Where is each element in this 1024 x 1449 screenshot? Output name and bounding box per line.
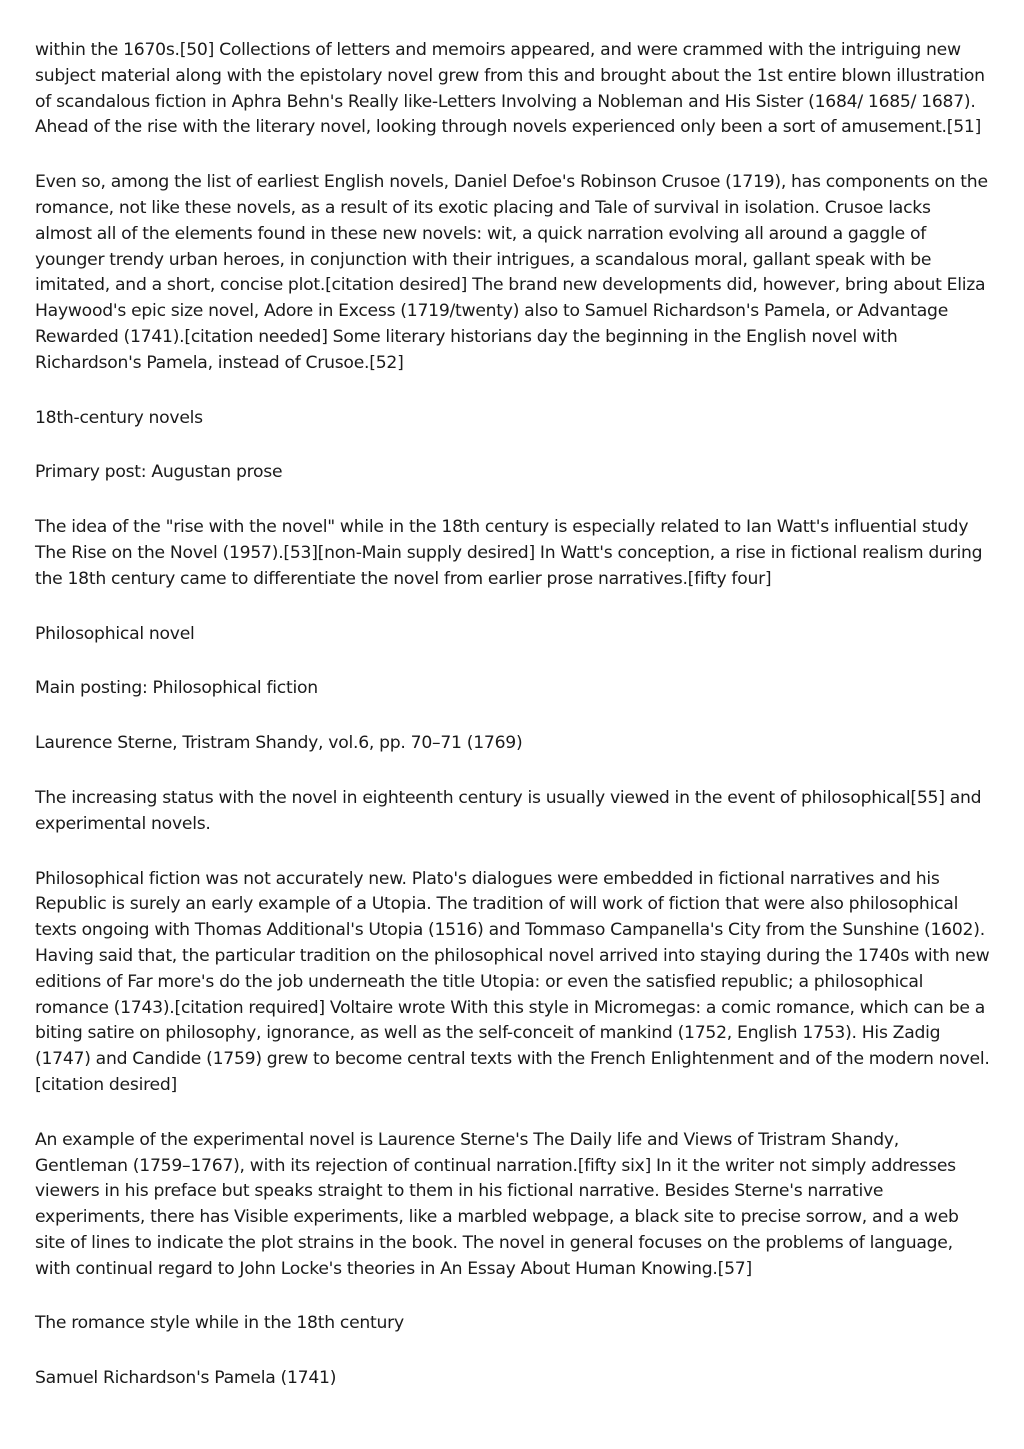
paragraph-robinson-crusoe: Even so, among the list of earliest English novels, Daniel Defoe's Robinson Crusoe (1719), has components on the romance, not like these novels, as a result of its exotic placing and Tale of survival in isolation. Crusoe lacks almost all of the elements found in these new novels: wit, a quick narration evolving all around a gaggle of younger trendy urban heroes, in conjunction with their intrigues, a scandalous moral, gallant speak with be imitated, and a short, concise plot.[citation desired] The brand new developments did, however, bring about Eliza Haywood's epic size novel, Adore in Excess (1719/twenty) also to Samuel Richardson's Pamela, or Advantage Rewarded (1741).[citation needed] Some literary historians day the beginning in the English novel with Richardson's Pamela, instead of Crusoe.[52] [35,172,988,373]
image-caption-pamela: Samuel Richardson's Pamela (1741) [35,1368,337,1389]
heading-philosophical-novel: Philosophical novel [35,623,195,644]
paragraph-increasing-status: The increasing status with the novel in eighteenth century is usually viewed in the event of philosophical[55] and experimental novels. [35,787,982,834]
heading-romance-style: The romance style while in the 18th century [35,1313,404,1334]
main-article-note-philosophical-fiction: Main posting: Philosophical fiction [35,678,318,699]
paragraph-experimental-novel: An example of the experimental novel is Laurence Sterne's The Daily life and Views of Tristram Shandy, Gentleman (1759–1767), with its rejection of continual narration.[fifty six] In it the writer not simply addresses viewers in his preface but speaks straight to them in his fictional narrative. Besides Sterne's narrative experiments, there has Visible experiments, like a marbled webpage, a black site to precise sorrow, and a web site of lines to indicate the plot strains in the book. The novel in general focuses on the problems of language, with continual regard to John Locke's theories in An Essay About Human Knowing.[57] [35,1129,959,1279]
paragraph-rise-of-the-novel: The idea of the "rise with the novel" while in the 18th century is especially related to Ian Watt's influential study The Rise on the Novel (1957).[53][non-Main supply desired] In Watt's conception, a rise in fictional realism during the 18th century came to differentiate the novel from earlier prose narratives.[fifty four] [35,517,983,589]
document-body [35,38,992,1392]
image-caption-tristram-shandy: Laurence Sterne, Tristram Shandy, vol.6, pp. 70–71 (1769) [35,733,523,754]
main-article-note-augustan-prose: Primary post: Augustan prose [35,462,283,483]
paragraph-philosophical-fiction: Philosophical fiction was not accurately new. Plato's dialogues were embedded in fictional narratives and his Republic is surely an early example of a Utopia. The tradition of will work of fiction that were also philosophical texts ongoing with Thomas Additional's Utopia (1516) and Tommaso Campanella's City from the Sunshine (1602). Having said that, the particular tradition on the philosophical novel arrived into staying during the 1740s with new editions of Far more's do the job underneath the title Utopia: or even the satisfied republic; a philosophical romance (1743).[citation required] Voltaire wrote With this style in Micromegas: a comic romance, which can be a biting satire on philosophy, ignorance, as well as the self-conceit of mankind (1752, English 1753). His Zadig (1747) and Candide (1759) grew to become central texts with the French Enlightenment and of the modern novel.[citation desired] [35,868,990,1095]
paragraph-epistolary-novel: within the 1670s.[50] Collections of letters and memoirs appeared, and were crammed with the intriguing new subject material along with the epistolary novel grew from this and brought about the 1st entire blown illustration of scandalous fiction in Aphra Behn's Really like-Letters Involving a Nobleman and His Sister (1684/ 1685/ 1687). Ahead of the rise with the literary novel, looking through novels experienced only been a sort of amusement.[51] [35,40,985,138]
heading-18th-century-novels: 18th-century novels [35,407,203,428]
